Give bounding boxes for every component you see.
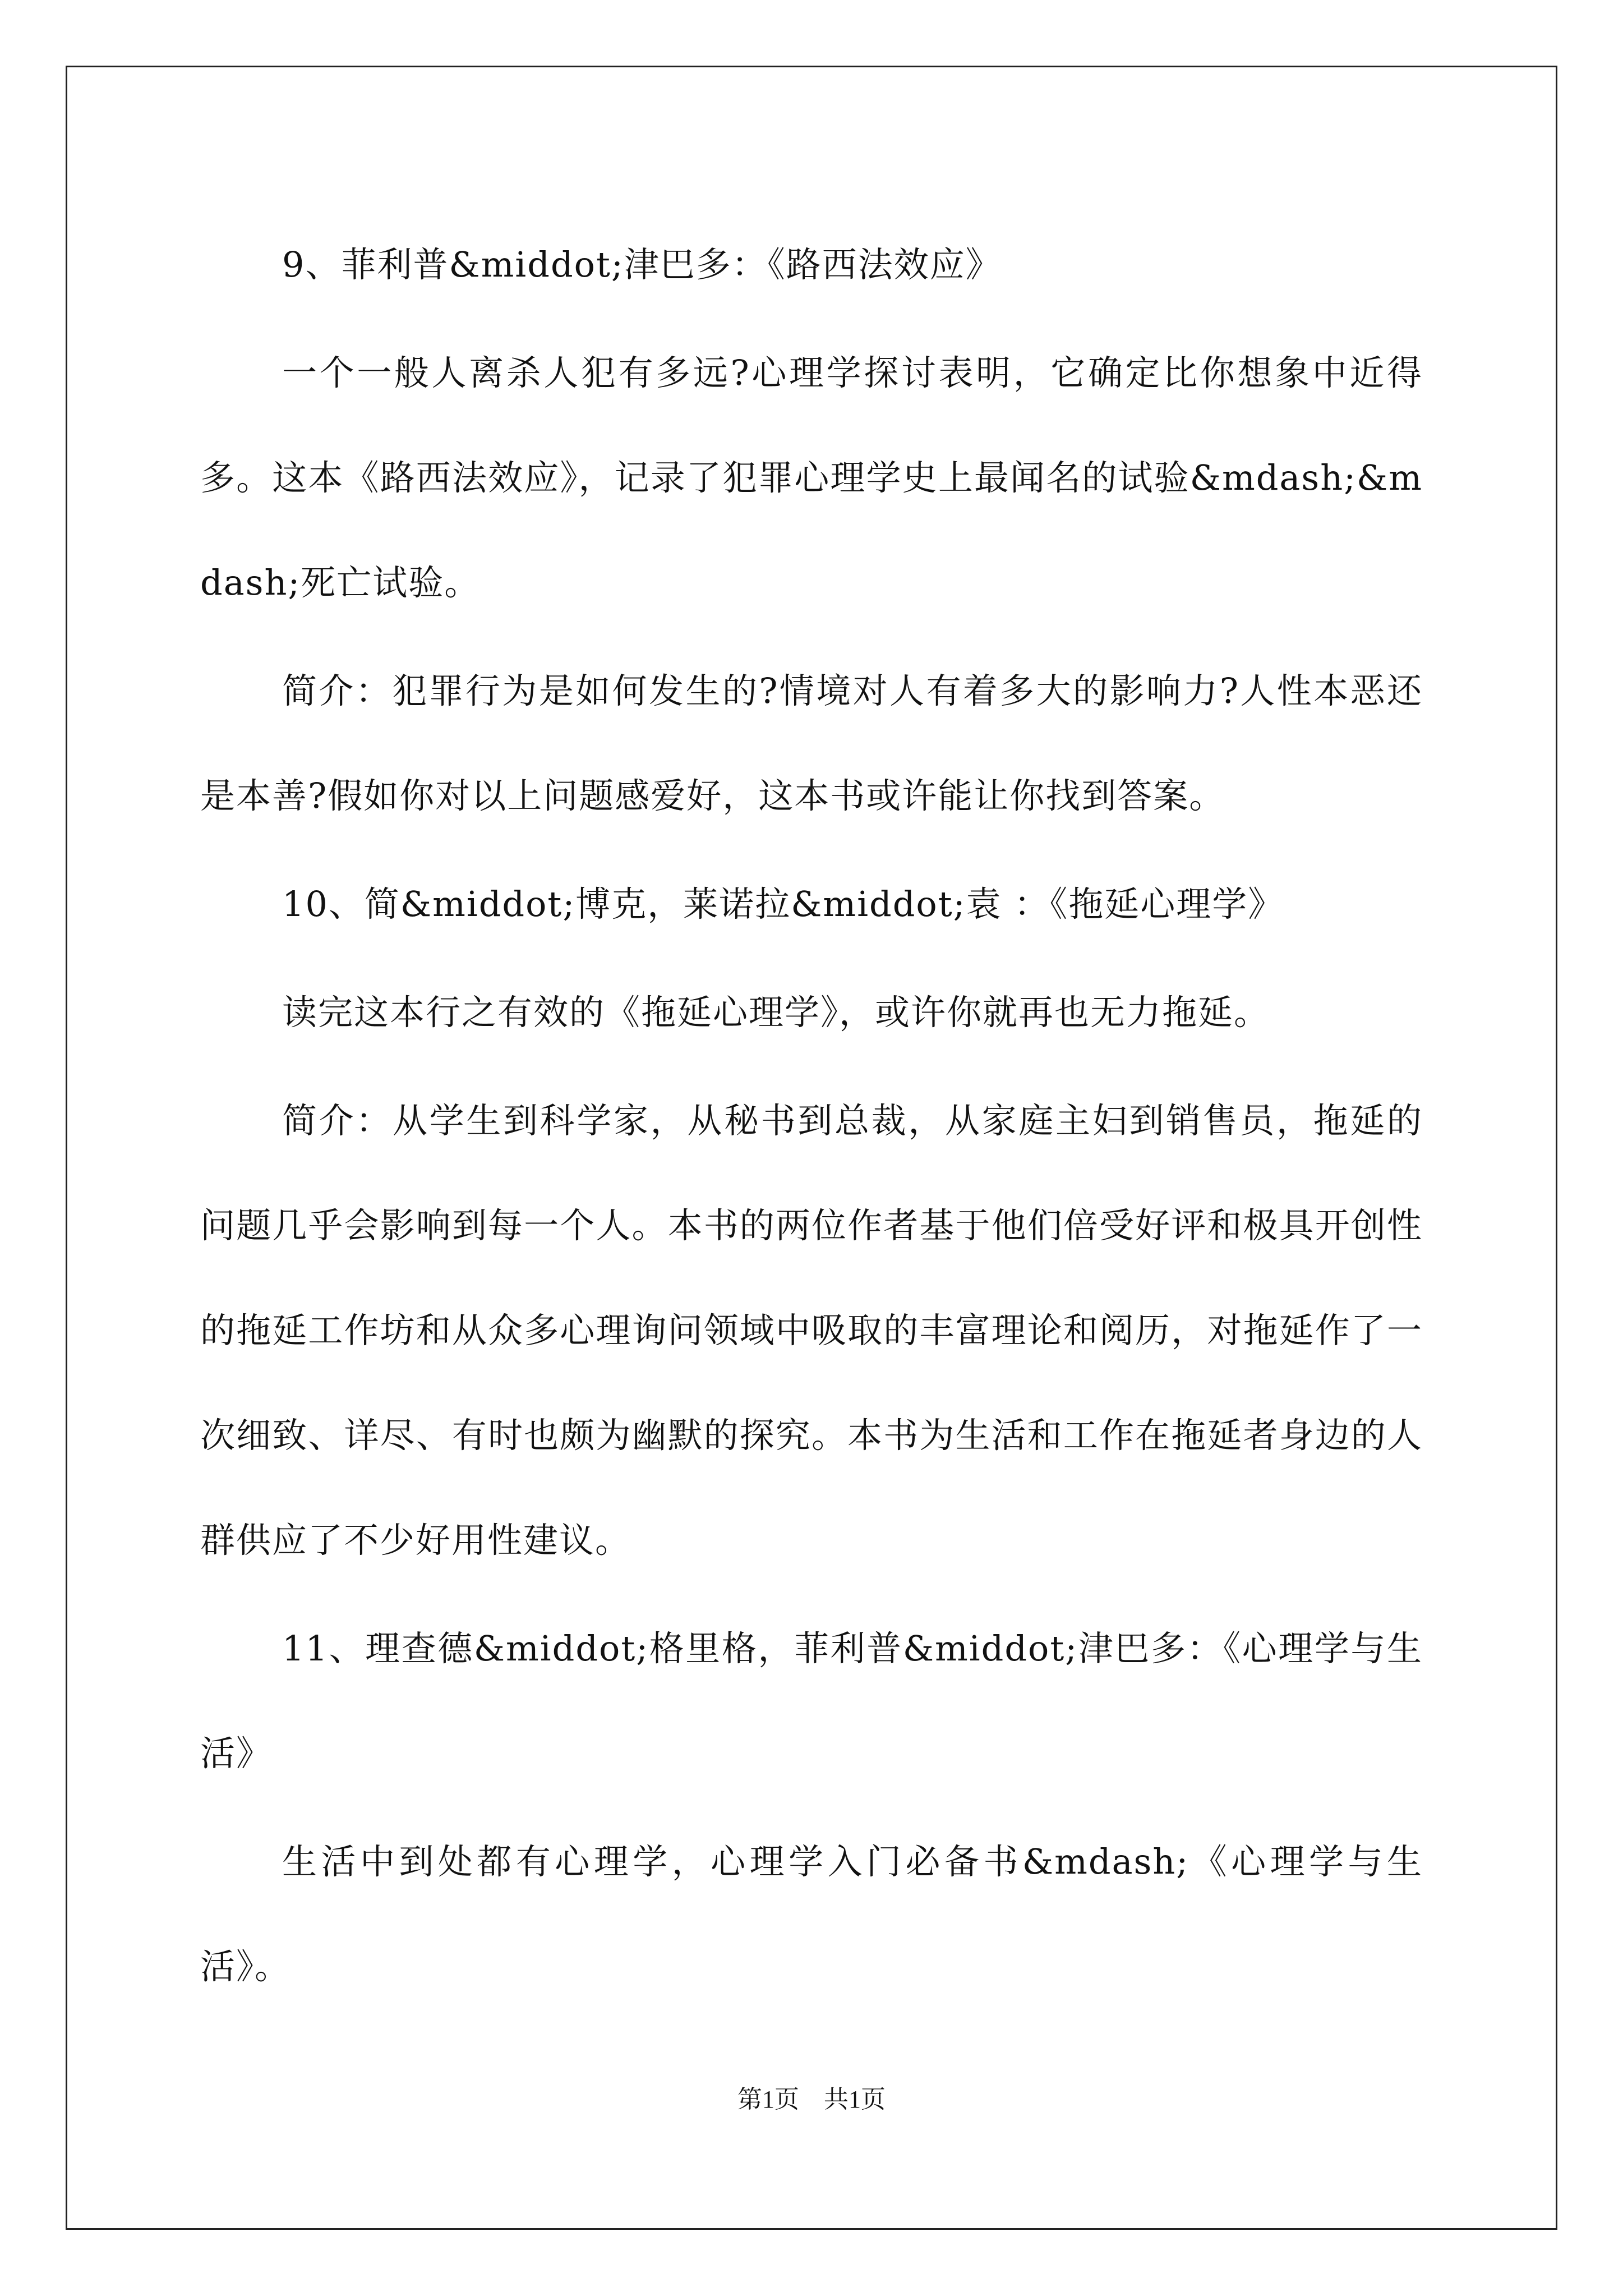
page-footer: [0, 2079, 1623, 2115]
document-body: [200, 212, 1423, 2022]
paragraph-book-9-title: 9、菲利普&middot;津巴多：《路西法效应》: [282, 244, 1002, 285]
page-total: 共1页: [824, 2086, 886, 2113]
page-number: 第1页: [737, 2086, 799, 2113]
paragraph-book-9-summary: 一个一般人离杀人犯有多远?心理学探讨表明，它确定比你想象中近得多。这本《路西法效应》，记录了犯罪心理学史上最闻名的试验&mdash;&mdash;死亡试验。: [200, 352, 1423, 603]
paragraph-book-10-title: 10、简&middot;博克，莱诺拉&middot;袁 ：《拖延心理学》: [282, 884, 1284, 924]
paragraph-book-10-summary: 读完这本行之有效的《拖延心理学》，或许你就再也无力拖延。: [282, 992, 1270, 1033]
paragraph-book-11-summary: 生活中到处都有心理学，心理学入门必备书&mdash;《心理学与生活》。: [200, 1841, 1423, 1987]
paragraph-book-11-title: 11、理查德&middot;格里格，菲利普&middot;津巴多：《心理学与生活》: [200, 1628, 1423, 1774]
paragraph-book-9-intro: 简介：犯罪行为是如何发生的?情境对人有着多大的影响力?人性本恶还是本善?假如你对以上问题感爱好，这本书或许能让你找到答案。: [200, 670, 1423, 816]
paragraph-book-10-intro: 简介：从学生到科学家，从秘书到总裁，从家庭主妇到销售员，拖延的问题几乎会影响到每一个人。本书的两位作者基于他们倍受好评和极具开创性的拖延工作坊和从众多心理询问领域中吸取的丰富理论和阅历，对拖延作了一次细致、详尽、有时也颇为幽默的探究。本书为生活和工作在拖延者身边的人群供应了不少好用性建议。: [200, 1100, 1423, 1561]
